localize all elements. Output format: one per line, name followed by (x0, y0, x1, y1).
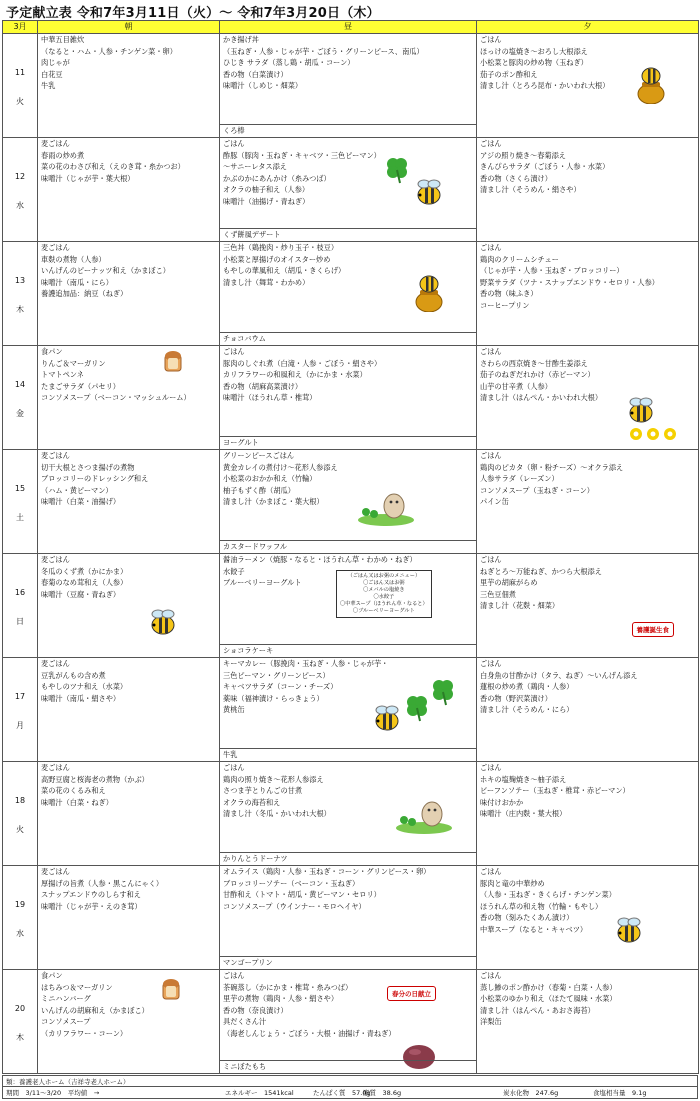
breakfast-cell (38, 554, 220, 658)
lunch-item: ごはん (223, 763, 245, 772)
breakfast-item: 麦ごはん (41, 867, 70, 876)
dinner-item: 清まし汁（はんぺん・あおさ海苔） (480, 1005, 595, 1015)
lunch-header: 昼 (220, 21, 477, 34)
snack-item: ヨーグルト (220, 436, 476, 449)
lunch-item: ひじき サラダ（蒸し鶏・胡瓜・コーン） (223, 58, 355, 68)
breakfast-item: いんげんのピーナッツ和え（かまぼこ） (41, 266, 170, 276)
breakfast-item: 味噌汁（じゃが芋・えのき茸） (41, 901, 142, 911)
breakfast-item: たまごサラダ（パセリ） (41, 381, 120, 391)
dinner-item: 香の物（さくら漬け） (480, 173, 552, 183)
lunch-item: 茶碗蒸し（かにかま・椎茸・糸みつば） (223, 982, 353, 992)
breakfast-cell (38, 450, 220, 554)
day-cell (3, 554, 38, 658)
bee-honey-icon (412, 272, 446, 316)
day-number: 13 (14, 276, 26, 285)
page-title: 予定献立表 令和7年3月11日（火）～ 令和7年3月20日（木） (6, 6, 380, 21)
dinner-item: ごはん (480, 243, 502, 252)
dinner-item: ごはん (480, 139, 502, 148)
day-weekday: 金 (16, 409, 24, 418)
day-weekday: 火 (16, 97, 24, 106)
lunch-item: 三色ピーマン・グリーンピース） (223, 670, 330, 680)
day-weekday: 日 (16, 617, 24, 626)
snack-item: くろ棒 (220, 124, 476, 137)
lunch-item: 水餃子 (223, 566, 245, 576)
lunch-item: 小松菜と厚揚げのオイスター炒め (223, 254, 331, 264)
day-row (3, 554, 699, 658)
day-number: 17 (14, 692, 26, 701)
footer-facility: 類：養護老人ホーム（吉祥寺老人ホーム） (2, 1075, 698, 1087)
note-line: 〇メバルの塩焼き (363, 587, 405, 593)
clover-icon (382, 154, 412, 188)
dinner-cell (477, 138, 699, 242)
dinner-item: ビーフンソテー（玉ねぎ・椎茸・赤ピーマン） (480, 786, 630, 796)
lunch-item: 香の物（白菜漬け） (223, 69, 288, 79)
breakfast-cell (38, 970, 220, 1074)
lunch-item: 小松菜のおかか和え（竹輪） (223, 474, 317, 484)
day-weekday: 木 (16, 305, 24, 314)
breakfast-item: 味噌汁（南瓜・絹さや） (41, 693, 121, 703)
note-line: 〇ごはん又はお粥 (363, 580, 405, 586)
note-line: 〇ブルーベリーヨーグルト (352, 608, 415, 614)
bee-icon (146, 608, 180, 642)
lunch-cell (220, 554, 477, 658)
breakfast-item: もやしのツナ和え（水菜） (41, 682, 128, 692)
breakfast-item: ブロッコリーのドレッシング和え (41, 474, 149, 484)
lunch-cell (220, 346, 477, 450)
breakfast-item: （カリフラワー・コーン） (41, 1028, 128, 1038)
note-line: 〇中華スープ（ほうれん草・なると） (340, 601, 428, 607)
day-weekday: 水 (16, 929, 24, 938)
dinner-item: 白身魚の甘酢かけ（タラ、ねぎ）～いんげん添え (480, 670, 638, 680)
snack-item: ミニぼたもち (220, 1060, 476, 1073)
note-line: 〇水餃子 (373, 594, 395, 600)
dinner-item: （じゃが芋・人参・玉ねぎ・ブロッコリー） (480, 266, 624, 276)
dinner-cell (477, 866, 699, 970)
snack-item: ショコラケーキ (220, 644, 476, 657)
day-row (3, 970, 699, 1074)
lunch-item: 清まし汁（冬瓜・かいわれ大根） (223, 809, 331, 819)
breakfast-item: 冬瓜のくず煮（かにかま） (41, 566, 128, 576)
lunch-item: 鶏肉の照り焼き～花形人参添え (223, 774, 324, 784)
lunch-item: オムライス（鶏肉・人参・玉ねぎ・コーン・グリンピース・卵） (223, 867, 431, 876)
lunch-item: 清まし汁（舞茸・わかめ） (223, 277, 310, 287)
lunch-item: 三色丼（鶏挽肉・炒り玉子・枝豆） (223, 243, 339, 252)
lunch-item: かき揚げ丼 (223, 35, 259, 44)
day-number: 16 (14, 588, 26, 597)
dinner-item: ごはん (480, 971, 502, 980)
breakfast-item: 切干大根とさつま揚げの煮物 (41, 462, 135, 472)
breakfast-item: 食パン (41, 347, 63, 356)
day-row (3, 762, 699, 866)
lunch-cell (220, 970, 477, 1074)
snack-item: かりんとうドーナツ (220, 852, 476, 865)
breakfast-item: 春菊のなめ茸和え（人参） (41, 578, 128, 588)
dinner-cell (477, 242, 699, 346)
bee-icon (612, 916, 646, 950)
lunch-item: （海老しんじょう・ごぼう・大根・油揚げ・青ねぎ） (223, 1028, 396, 1038)
lunch-cell (220, 866, 477, 970)
dinner-item: 三色豆佃煮 (480, 589, 516, 599)
breakfast-item: 春雨の炒め煮 (41, 150, 85, 160)
lunch-item: 豚肉のしぐれ煮（白滝・人参・ごぼう・絹さや） (223, 358, 382, 368)
day-cell (3, 658, 38, 762)
breakfast-item: 味噌汁（じゃが芋・葉大根） (41, 173, 135, 183)
dinner-item: さわらの西京焼き～甘酢生姜添え (480, 358, 588, 368)
dinner-item: 茄子のポン酢和え (480, 69, 538, 79)
dinner-item: アジの照り焼き～春菊添え (480, 150, 566, 160)
dinner-item: 清まし汁（そうめん・絹さや） (480, 185, 581, 195)
day-weekday: 火 (16, 825, 24, 834)
lunch-item: 香の物（奈良漬け） (223, 1005, 288, 1015)
lunch-cell (220, 762, 477, 866)
dinner-item: 清まし汁（そうめん・にら） (480, 705, 574, 715)
lunch-item: 柚子もずく酢（胡瓜） (223, 485, 295, 495)
day-row (3, 242, 699, 346)
breakfast-cell (38, 762, 220, 866)
dinner-item: ごはん (480, 867, 502, 876)
dinner-item: 鶏肉のクリームシチュー (480, 254, 559, 264)
lunch-item: 清まし汁（かまぼこ・葉大根） (223, 497, 324, 507)
bee-icon (624, 396, 658, 430)
breakfast-item: （なると・ハム・人参・チンゲン菜・卵） (41, 46, 177, 56)
dinner-header: 夕 (477, 21, 699, 34)
lunch-item: オクラの海苔和え (223, 797, 281, 807)
breakfast-item: 食パン (41, 971, 63, 980)
footer-protein: たんぱく質 57.0g (313, 1089, 371, 1097)
day-row (3, 866, 699, 970)
dinner-cell (477, 554, 699, 658)
day-number: 12 (14, 172, 26, 181)
day-weekday: 土 (16, 513, 24, 522)
day-number: 14 (14, 380, 26, 389)
breakfast-cell (38, 242, 220, 346)
day-cell (3, 450, 38, 554)
lunch-item: さつま芋とりんごの甘煮 (223, 786, 303, 796)
day-number: 15 (14, 484, 26, 493)
breakfast-header: 朝 (38, 21, 220, 34)
breakfast-item: 中華五目雑炊 (41, 35, 85, 44)
breakfast-item: 麦ごはん (41, 555, 70, 564)
alternative-menu-note (336, 570, 432, 618)
breakfast-item: 牛乳 (41, 81, 56, 91)
day-cell (3, 346, 38, 450)
snack-item: くず餅風デザート (220, 228, 476, 241)
day-row (3, 658, 699, 762)
lunch-item: もやしの華風和え（胡瓜・きくらげ） (223, 266, 346, 276)
breakfast-item: （ハム・黄ピーマン） (41, 485, 113, 495)
day-cell (3, 762, 38, 866)
breakfast-item: 麦ごはん (41, 139, 70, 148)
lunch-item: グリーンピースごはん (223, 451, 295, 460)
bread-icon (164, 350, 182, 376)
breakfast-item: 車麩の煮物（人参） (41, 254, 106, 264)
dinner-item: 野菜サラダ（ツナ・スナップエンドウ・セロリ・人参） (480, 277, 659, 287)
dinner-item: ごはん (480, 451, 502, 460)
breakfast-item: 養護追加品：納豆（ねぎ） (41, 289, 128, 299)
lunch-item: 酢豚（豚肉・玉ねぎ・キャベツ・三色ピーマン） (223, 150, 381, 160)
day-row (3, 450, 699, 554)
menu-table (2, 20, 699, 1074)
snack-item: カスタードワッフル (220, 540, 476, 553)
dinner-item: 鶏肉のピカタ（卵・粉チーズ）～オクラ添え (480, 462, 624, 472)
dinner-item: パイン缶 (480, 497, 509, 507)
lunch-item: キーマカレー（豚挽肉・玉ねぎ・人参・じゃが芋・ (223, 659, 389, 668)
dinner-item: 清まし汁（はんぺん・かいわれ大根） (480, 393, 603, 403)
dinner-item: （人参・玉ねぎ・きくらげ・チンゲン菜） (480, 890, 616, 900)
breakfast-cell (38, 138, 220, 242)
dinner-item: ごはん (480, 763, 502, 772)
breakfast-item: 味噌汁（白菜・油揚げ） (41, 497, 121, 507)
dinner-item: 里芋の胡麻がらめ (480, 578, 538, 588)
lunch-item: かぶのかにあんかけ（糸みつば） (223, 173, 331, 183)
lunch-cell (220, 34, 477, 138)
lunch-item: 黄桃缶 (223, 705, 245, 715)
lunch-item: コンソメスープ（ウインナー・モロヘイヤ） (223, 901, 366, 911)
breakfast-item: 麦ごはん (41, 451, 70, 460)
breakfast-item: 麦ごはん (41, 763, 70, 772)
dinner-item: 洋梨缶 (480, 1017, 502, 1027)
dinner-item: 香の物（味ふき） (480, 289, 538, 299)
breakfast-item: 肉じゃが (41, 58, 70, 68)
dinner-item: 小松菜と豚肉の炒め物（玉ねぎ） (480, 58, 588, 68)
dinner-cell (477, 658, 699, 762)
snack-item: マンゴープリン (220, 956, 476, 969)
breakfast-item: ミニハンバーグ (41, 994, 91, 1004)
breakfast-item: スナップエンドウのしらす和え (41, 890, 141, 900)
breakfast-cell (38, 866, 220, 970)
day-number: 11 (14, 68, 26, 77)
dinner-item: 味付けおかか (480, 797, 524, 807)
snack-item: チョコバウム (220, 332, 476, 345)
dinner-item: 蒸し鯵のポン酢かけ（春菊・白菜・人参） (480, 982, 617, 992)
snack-item: 牛乳 (220, 748, 476, 761)
dinner-item: ねぎとろ～万能ねぎ、かつら大根添え (480, 566, 602, 576)
day-number: 20 (14, 1004, 26, 1013)
breakfast-cell (38, 346, 220, 450)
day-cell (3, 34, 38, 138)
flowers-icon (628, 426, 678, 446)
dinner-item: ホキの塩麹焼き～柚子添え (480, 774, 567, 784)
dinner-item: 小松菜のゆかり和え（ほたて風味・水菜） (480, 994, 617, 1004)
dinner-cell (477, 762, 699, 866)
lunch-item: 味噌汁（油揚げ・青ねぎ） (223, 196, 310, 206)
dinner-cell (477, 450, 699, 554)
dinner-item: 香の物（刻みたくあん漬け） (480, 913, 574, 923)
day-weekday: 月 (16, 721, 24, 730)
breakfast-item: コンソメスープ (41, 1017, 91, 1027)
footer-period: 期間 3/11～3/20 平均値 → (6, 1089, 100, 1097)
month-header: 3月 (3, 21, 38, 34)
dinner-cell (477, 346, 699, 450)
dinner-item: きんぴらサラダ（ごぼう・人参・水菜） (480, 162, 610, 172)
sheep-with-clover-icon (394, 798, 454, 838)
clover-icon (428, 676, 458, 710)
header-row (3, 21, 699, 34)
lunch-cell (220, 138, 477, 242)
dinner-item: コンソメスープ（玉ねぎ・コーン） (480, 485, 594, 495)
day-row (3, 34, 699, 138)
lunch-item: 具だくさん汁 (223, 1017, 267, 1027)
equinox-menu-badge: 春分の日献立 (387, 986, 436, 1001)
lunch-item: 黄金カレイの煮付け～花形人参添え (223, 462, 338, 472)
bread-icon (162, 978, 180, 1004)
lunch-cell (220, 242, 477, 346)
lunch-item: キャベツサラダ（コーン・チーズ） (223, 682, 338, 692)
birthday-menu-badge: 養護誕生食 (632, 622, 675, 637)
footer-energy: エネルギー 1541kcal (225, 1089, 294, 1097)
dinner-item: 茄子のねぎだれかけ（赤ピーマン） (480, 370, 595, 380)
day-cell (3, 866, 38, 970)
day-cell (3, 970, 38, 1074)
dinner-item: 蓮根の炒め煮（鶏肉・人参） (480, 682, 574, 692)
breakfast-item: 味噌汁（南瓜・にら） (41, 277, 113, 287)
breakfast-item: 白花豆 (41, 69, 63, 79)
breakfast-item: いんげんの胡麻和え（かまぼこ） (41, 1005, 149, 1015)
lunch-item: 味噌汁（しめじ・畑菜） (223, 81, 303, 91)
breakfast-item: 麦ごはん (41, 243, 70, 252)
dinner-item: 清まし汁（花麩・畑菜） (480, 601, 560, 611)
lunch-cell (220, 450, 477, 554)
lunch-item: カリフラワーの和風和え（かにかま・水菜） (223, 370, 367, 380)
breakfast-item: りんご＆マーガリン (41, 358, 106, 368)
lunch-item: 香の物（胡麻高菜漬け） (223, 381, 303, 391)
sheep-on-grass-icon (356, 490, 416, 530)
day-weekday: 木 (16, 1033, 24, 1042)
bee-icon (412, 178, 446, 212)
day-weekday: 水 (16, 201, 24, 210)
dinner-item: 豚肉と竜の中華炒め (480, 878, 545, 888)
dinner-item: 味噌汁（庄内麩・葉大根） (480, 809, 567, 819)
lunch-item: （玉ねぎ・人参・じゃが芋・ごぼう・グリーンピース、南瓜） (223, 46, 424, 56)
lunch-item: ブロッコリーソテー（ベーコン・玉ねぎ） (223, 878, 360, 888)
day-cell (3, 242, 38, 346)
lunch-item: 里芋の煮物（鶏肉・人参・絹さや） (223, 994, 339, 1004)
breakfast-item: 菜の花のくるみ和え (41, 786, 106, 796)
breakfast-item: 厚揚げの旨煮（人参・黒こんにゃく） (41, 878, 164, 888)
lunch-cell (220, 658, 477, 762)
dinner-item: ごはん (480, 659, 502, 668)
day-number: 19 (14, 900, 26, 909)
dinner-item: ごはん (480, 35, 502, 44)
lunch-item: ごはん (223, 347, 245, 356)
bee-icon (370, 704, 404, 738)
bee-honey-icon (634, 64, 668, 108)
day-number: 18 (14, 796, 26, 805)
lunch-item: オクラの柚子和え（人参） (223, 185, 310, 195)
dinner-item: ごはん (480, 347, 502, 356)
dinner-item: 清まし汁（とろろ昆布・かいわれ大根） (480, 81, 610, 91)
lunch-item: 甘酢和え（トマト・胡瓜・黄ピーマン・セロリ） (223, 890, 381, 900)
breakfast-item: 麦ごはん (41, 659, 70, 668)
dinner-item: ほっけの塩焼き～おろし大根添え (480, 46, 588, 56)
dinner-item: 山芋の甘辛煮（人参） (480, 381, 552, 391)
dinner-item: ごはん (480, 555, 502, 564)
lunch-item: ごはん (223, 139, 245, 148)
footer-salt: 食塩相当量 9.1g (593, 1089, 647, 1097)
note-line: （ごはん又はお粥のメニュー） (347, 573, 421, 579)
dinner-item: 人参サラダ（レーズン） (480, 474, 559, 484)
breakfast-item: 豆乳がんもの含め煮 (41, 670, 106, 680)
breakfast-item: 高野豆腐と桜海老の煮物（かぶ） (41, 774, 149, 784)
breakfast-cell (38, 658, 220, 762)
breakfast-item: 味噌汁（白菜・ねぎ） (41, 797, 113, 807)
dinner-cell (477, 34, 699, 138)
day-row (3, 346, 699, 450)
breakfast-item: 菜の花のわさび和え（えのき茸・糸かつお） (41, 162, 185, 172)
footer-fat: 脂質 38.6g (363, 1089, 402, 1097)
dinner-item: 中華スープ（なると・キャベツ） (480, 924, 588, 934)
dinner-item: ほうれん草の和え物（竹輪・もやし） (480, 901, 603, 911)
dinner-cell (477, 970, 699, 1074)
lunch-item: ごはん (223, 971, 245, 980)
breakfast-item: 味噌汁（豆腐・青ねぎ） (41, 589, 121, 599)
lunch-item: 醤油ラーメン（焼豚・なると・ほうれん草・わかめ・ねぎ） (223, 555, 417, 564)
lunch-item: 味噌汁（ほうれん草・椎茸） (223, 393, 317, 403)
footer-carb: 炭水化物 247.6g (503, 1089, 559, 1097)
breakfast-item: コンソメスープ（ベーコン・マッシュルーム） (41, 393, 191, 403)
lunch-item: ～サニーレタス添え (223, 162, 287, 172)
day-row (3, 138, 699, 242)
breakfast-item: トマトペンネ (41, 370, 84, 380)
breakfast-cell (38, 34, 220, 138)
day-cell (3, 138, 38, 242)
dinner-item: コーヒープリン (480, 300, 530, 310)
breakfast-item: はちみつ＆マーガリン (41, 982, 113, 992)
lunch-item: 薬味（福神漬け・らっきょう） (223, 693, 324, 703)
lunch-item: ブルーベリーヨーグルト (223, 578, 302, 588)
dinner-item: 香の物（野沢菜漬け） (480, 693, 552, 703)
footer-nutrition (2, 1087, 698, 1099)
